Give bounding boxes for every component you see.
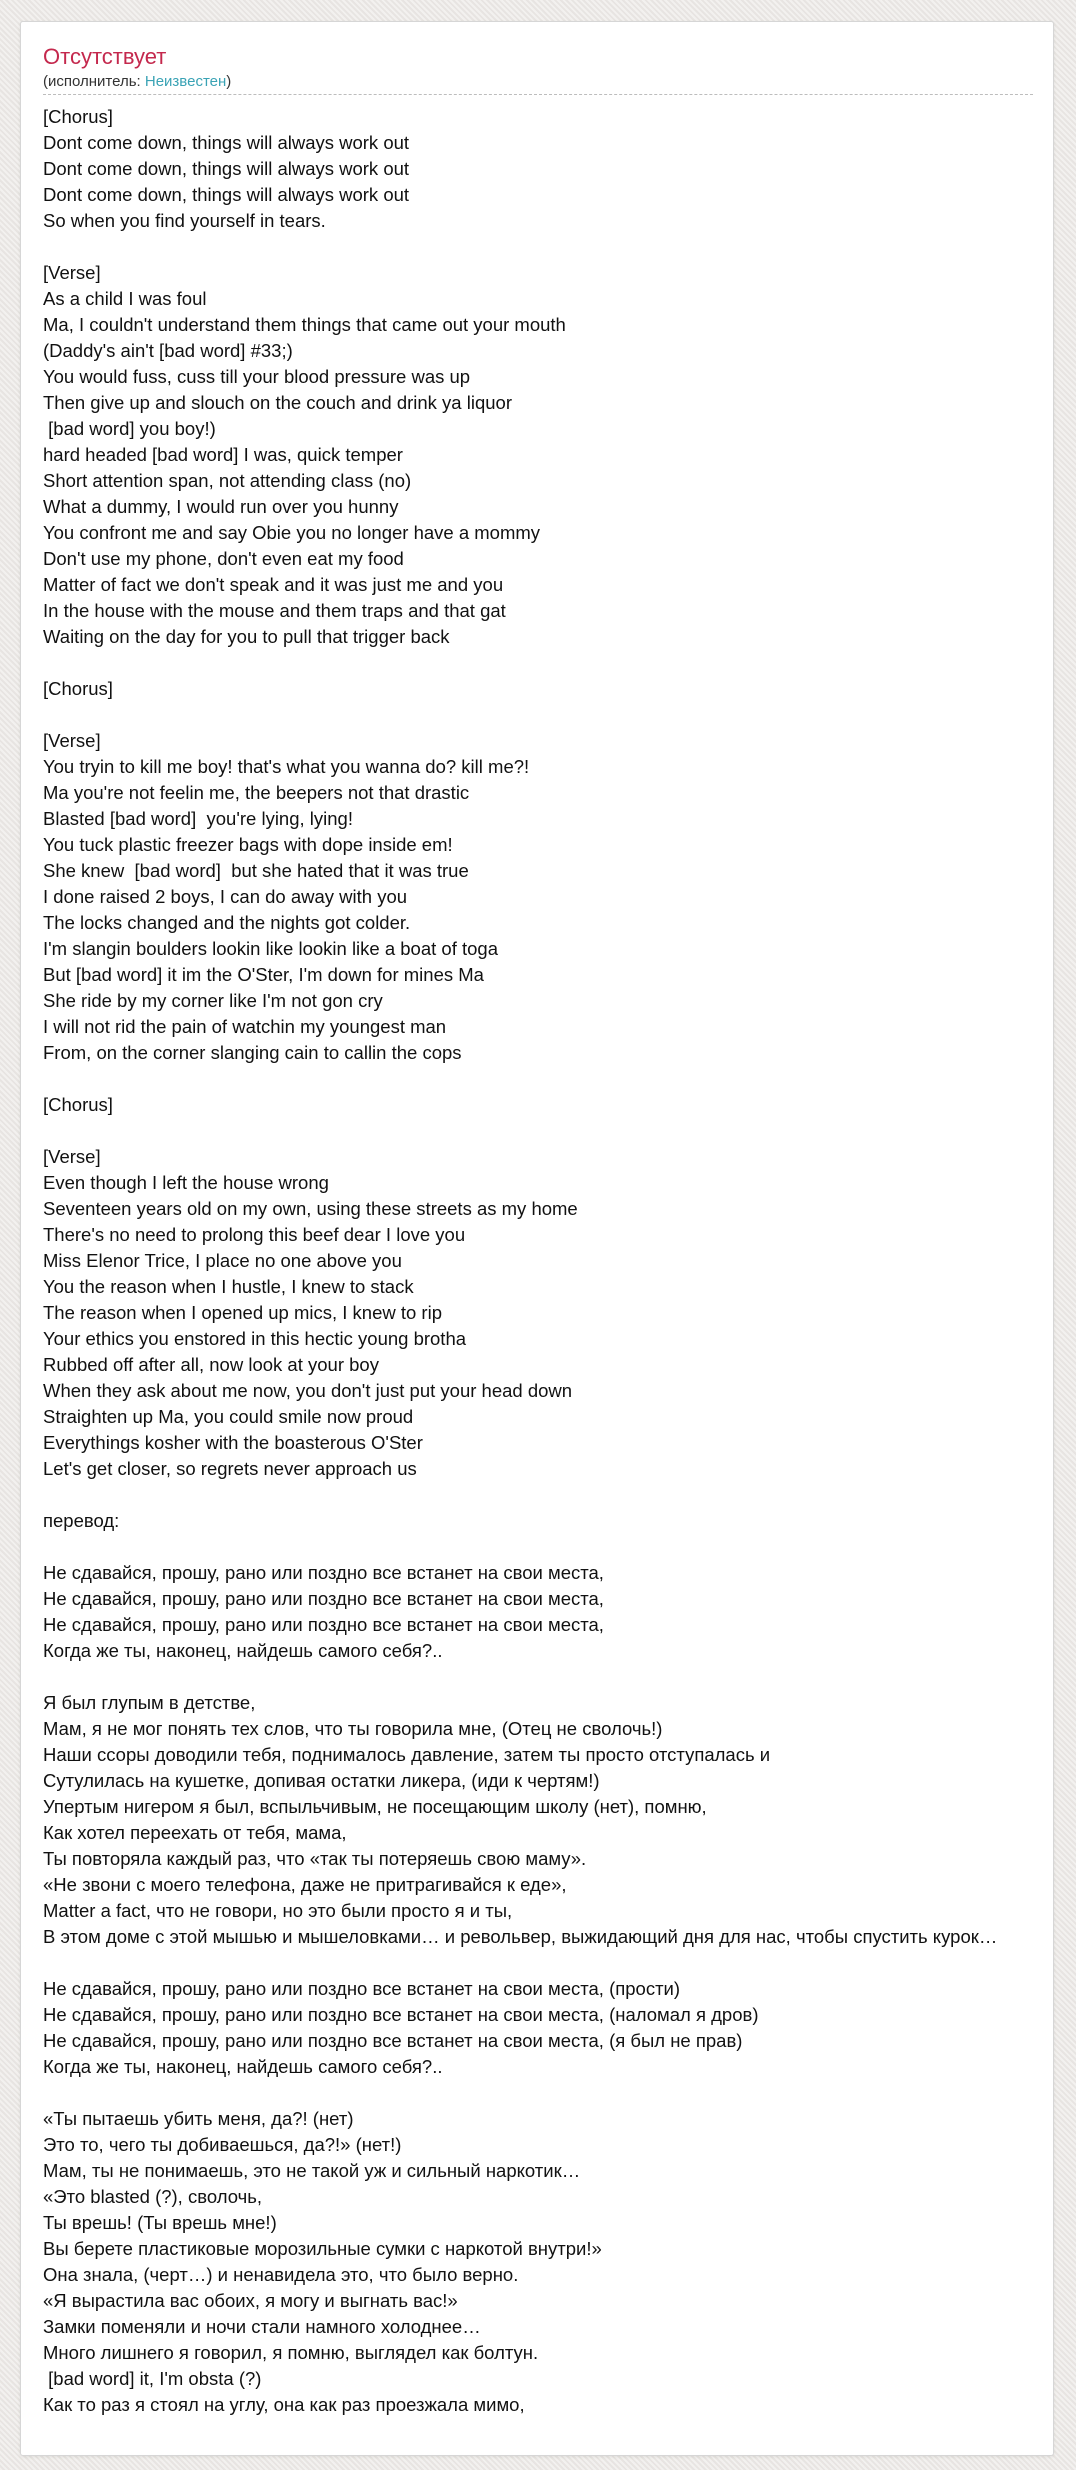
lyrics-line: «Ты пытаешь убить меня, да?! (нет) xyxy=(43,2108,354,2129)
lyrics-line: The reason when I opened up mics, I knew to rip xyxy=(43,1302,442,1323)
lyrics-line: I'm slangin boulders lookin like lookin like a boat of toga xyxy=(43,938,498,959)
lyrics-line: Наши ссоры доводили тебя, поднималось давление, затем ты просто отступалась и xyxy=(43,1744,771,1765)
lyrics-line: Не сдавайся, прошу, рано или поздно все встанет на свои места, (я был не прав) xyxy=(43,2030,743,2051)
lyrics-line: «Я вырастила вас обоих, я могу и выгнать вас!» xyxy=(43,2290,458,2311)
lyrics-line: So when you find yourself in tears. xyxy=(43,210,326,231)
lyrics-line: (Daddy's ain't [bad word] #33;) xyxy=(43,340,293,361)
lyrics-line: Упертым нигером я был, вспыльчивым, не посещающим школу (нет), помню, xyxy=(43,1796,707,1817)
lyrics-line: [Verse] xyxy=(43,262,101,283)
lyrics-line: Matter a fact, что не говори, но это были просто я и ты, xyxy=(43,1900,513,1921)
lyrics-line: Blasted [bad word] you're lying, lying! xyxy=(43,808,353,829)
lyrics-line: The locks changed and the nights got colder. xyxy=(43,912,411,933)
lyrics-line: Don't use my phone, don't even eat my food xyxy=(43,548,404,569)
artist-prefix: (исполнитель: xyxy=(43,73,145,90)
lyrics-line: Miss Elenor Trice, I place no one above you xyxy=(43,1250,402,1271)
lyrics-line: When they ask about me now, you don't just put your head down xyxy=(43,1380,573,1401)
lyrics-line: Dont come down, things will always work out xyxy=(43,184,410,205)
lyrics-card xyxy=(20,21,1054,2456)
artist-suffix: ) xyxy=(226,73,232,90)
lyrics-line: Мам, я не мог понять тех слов, что ты говорила мне, (Отец не сволочь!) xyxy=(43,1718,663,1739)
lyrics-line: [Verse] xyxy=(43,1146,101,1167)
lyrics-line: She knew [bad word] but she hated that it was true xyxy=(43,860,469,881)
lyrics-line: [Chorus] xyxy=(43,678,113,699)
lyrics-line: Ma, I couldn't understand them things that came out your mouth xyxy=(43,314,566,335)
lyrics-line: Even though I left the house wrong xyxy=(43,1172,329,1193)
lyrics-line: Замки поменяли и ночи стали намного холоднее… xyxy=(43,2316,481,2337)
lyrics-line: Не сдавайся, прошу, рано или поздно все встанет на свои места, (прости) xyxy=(43,1978,681,1999)
lyrics-line: Seventeen years old on my own, using these streets as my home xyxy=(43,1198,578,1219)
lyrics-line: Let's get closer, so regrets never approach us xyxy=(43,1458,417,1479)
lyrics-line: Matter of fact we don't speak and it was just me and you xyxy=(43,574,504,595)
lyrics-line: [bad word] you boy!) xyxy=(43,418,216,439)
lyrics-line: Как то раз я стоял на углу, она как раз проезжала мимо, xyxy=(43,2394,525,2415)
lyrics-line: Ты врешь! (Ты врешь мне!) xyxy=(43,2212,277,2233)
lyrics-line: You tuck plastic freezer bags with dope inside em! xyxy=(43,834,453,855)
lyrics-line: Не сдавайся, прошу, рано или поздно все встанет на свои места, xyxy=(43,1614,604,1635)
lyrics-line: Short attention span, not attending class (no) xyxy=(43,470,412,491)
lyrics-line: Я был глупым в детстве, xyxy=(43,1692,256,1713)
artist-line xyxy=(43,72,231,92)
lyrics-line: Много лишнего я говорил, я помню, выглядел как болтун. xyxy=(43,2342,539,2363)
lyrics-line: Then give up and slouch on the couch and drink ya liquor xyxy=(43,392,512,413)
lyrics-text xyxy=(43,104,1054,2418)
lyrics-line: Rubbed off after all, now look at your boy xyxy=(43,1354,379,1375)
lyrics-line: As a child I was foul xyxy=(43,288,207,309)
lyrics-line: Your ethics you enstored in this hectic young brotha xyxy=(43,1328,467,1349)
lyrics-line: You would fuss, cuss till your blood pressure was up xyxy=(43,366,471,387)
lyrics-line: Когда же ты, наконец, найдешь самого себя?.. xyxy=(43,1640,443,1661)
lyrics-line: Это то, чего ты добиваешься, да?!» (нет!) xyxy=(43,2134,402,2155)
lyrics-line: Waiting on the day for you to pull that trigger back xyxy=(43,626,450,647)
lyrics-line: There's no need to prolong this beef dear I love you xyxy=(43,1224,466,1245)
lyrics-line: Сутулилась на кушетке, допивая остатки ликера, (иди к чертям!) xyxy=(43,1770,600,1791)
lyrics-line: Dont come down, things will always work out xyxy=(43,158,410,179)
lyrics-line: Вы берете пластиковые морозильные сумки с наркотой внутри!» xyxy=(43,2238,602,2259)
lyrics-line: Ma you're not feelin me, the beepers not that drastic xyxy=(43,782,470,803)
lyrics-line: [Chorus] xyxy=(43,106,113,127)
lyrics-line: I done raised 2 boys, I can do away with you xyxy=(43,886,408,907)
lyrics-line: You the reason when I hustle, I knew to stack xyxy=(43,1276,414,1297)
lyrics-line: Ты повторяла каждый раз, что «так ты потеряешь свою маму». xyxy=(43,1848,587,1869)
lyrics-line: Не сдавайся, прошу, рано или поздно все встанет на свои места, xyxy=(43,1562,604,1583)
lyrics-line: What a dummy, I would run over you hunny xyxy=(43,496,399,517)
lyrics-line: [Chorus] xyxy=(43,1094,113,1115)
lyrics-line: Когда же ты, наконец, найдешь самого себя?.. xyxy=(43,2056,443,2077)
lyrics-line: перевод: xyxy=(43,1510,120,1531)
lyrics-line: But [bad word] it im the O'Ster, I'm down for mines Ma xyxy=(43,964,484,985)
lyrics-line: You tryin to kill me boy! that's what you wanna do? kill me?! xyxy=(43,756,530,777)
song-title: Отсутствует xyxy=(43,44,167,69)
lyrics-line: Straighten up Ma, you could smile now proud xyxy=(43,1406,414,1427)
artist-link[interactable]: Неизвестен xyxy=(144,73,227,90)
lyrics-line: [bad word] it, I'm obsta (?) xyxy=(43,2368,262,2389)
lyrics-line: You confront me and say Obie you no longer have a mommy xyxy=(43,522,541,543)
lyrics-line: I will not rid the pain of watchin my youngest man xyxy=(43,1016,447,1037)
lyrics-line: From, on the corner slanging cain to callin the cops xyxy=(43,1042,462,1063)
lyrics-line: Она знала, (черт…) и ненавидела это, что было верно. xyxy=(43,2264,519,2285)
lyrics-line: Не сдавайся, прошу, рано или поздно все встанет на свои места, (наломал я дров) xyxy=(43,2004,759,2025)
title-divider xyxy=(43,94,1033,95)
lyrics-line: Как хотел переехать от тебя, мама, xyxy=(43,1822,347,1843)
lyrics-line: «Не звони с моего телефона, даже не притрагивайся к еде», xyxy=(43,1874,567,1895)
lyrics-line: hard headed [bad word] I was, quick temper xyxy=(43,444,403,465)
lyrics-line: [Verse] xyxy=(43,730,101,751)
lyrics-line: Мам, ты не понимаешь, это не такой уж и сильный наркотик… xyxy=(43,2160,581,2181)
lyrics-line: In the house with the mouse and them traps and that gat xyxy=(43,600,506,621)
lyrics-line: В этом доме с этой мышью и мышеловками… и револьвер, выжидающий дня для нас, чтобы спустить курок… xyxy=(43,1926,998,1947)
lyrics-line: Everythings kosher with the boasterous O'Ster xyxy=(43,1432,423,1453)
lyrics-line: Dont come down, things will always work out xyxy=(43,132,410,153)
lyrics-line: «Это blasted (?), сволочь, xyxy=(43,2186,263,2207)
lyrics-line: Не сдавайся, прошу, рано или поздно все встанет на свои места, xyxy=(43,1588,604,1609)
lyrics-line: She ride by my corner like I'm not gon cry xyxy=(43,990,383,1011)
